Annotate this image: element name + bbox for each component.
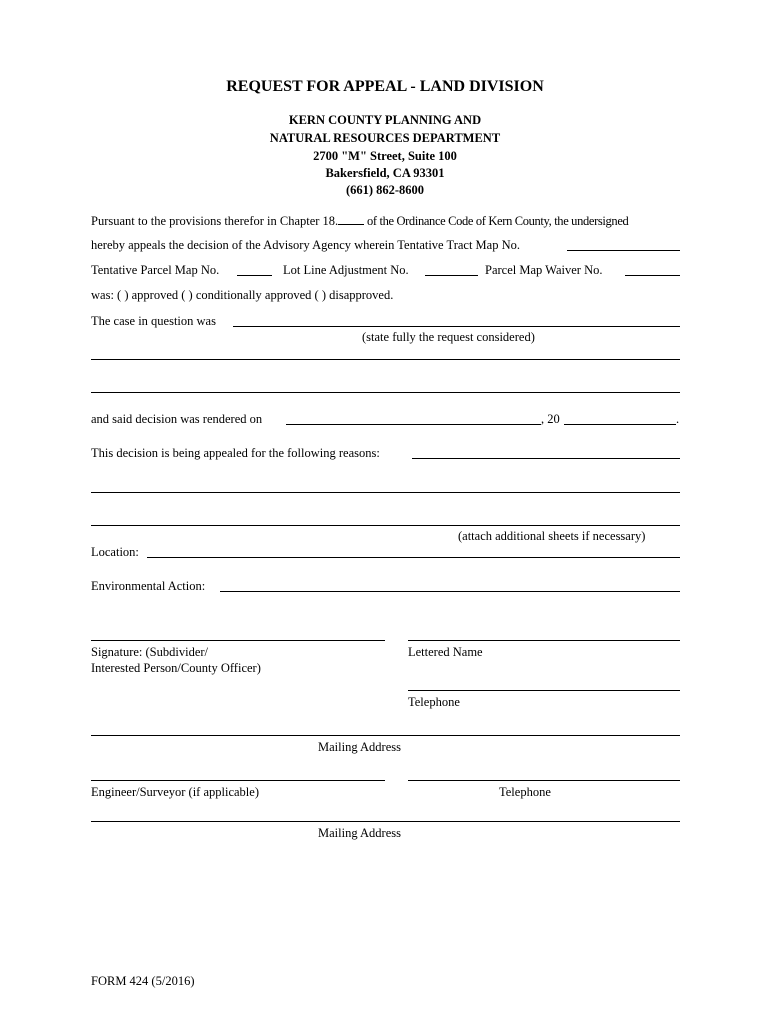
signature-label-2: Interested Person/County Officer): [91, 661, 261, 675]
lettered-name-field[interactable]: [408, 640, 680, 641]
tract-map-number-field[interactable]: [567, 250, 680, 251]
waiver-number-field[interactable]: [625, 275, 680, 276]
lot-line-label: Lot Line Adjustment No.: [283, 263, 409, 277]
waiver-label: Parcel Map Waiver No.: [485, 263, 603, 277]
reasons-label: This decision is being appealed for the following reasons:: [91, 446, 380, 460]
department-name-line2: NATURAL RESOURCES DEPARTMENT: [269, 131, 501, 145]
mailing-address-field[interactable]: [91, 735, 680, 736]
signature-label-1: Signature: (Subdivider/: [91, 645, 208, 659]
decision-status-options[interactable]: was: ( ) approved ( ) conditionally approved ( ) disapproved.: [91, 288, 394, 302]
intro-text-1: Pursuant to the provisions therefor in Chapter 18.: [91, 214, 339, 228]
environmental-action-field[interactable]: [220, 591, 680, 592]
lettered-name-label: Lettered Name: [408, 645, 483, 659]
engineer-telephone-label: Telephone: [499, 785, 551, 799]
case-description-line-3[interactable]: [91, 392, 680, 393]
mailing-address-label: Mailing Address: [318, 740, 401, 754]
environmental-action-label: Environmental Action:: [91, 579, 206, 593]
engineer-telephone-field[interactable]: [408, 780, 680, 781]
case-hint: (state fully the request considered): [362, 330, 535, 344]
telephone-label: Telephone: [408, 695, 460, 709]
engineer-field[interactable]: [91, 780, 385, 781]
location-field[interactable]: [147, 557, 680, 558]
engineer-mailing-address-label: Mailing Address: [318, 826, 401, 840]
intro-text-2: of the Ordinance Code of Kern County, the undersigned: [364, 214, 629, 228]
parcel-map-label: Tentative Parcel Map No.: [91, 263, 220, 277]
form-number: FORM 424 (5/2016): [91, 974, 195, 988]
reasons-line-3[interactable]: [91, 525, 680, 526]
department-city: Bakersfield, CA 93301: [325, 166, 445, 180]
department-address: 2700 "M" Street, Suite 100: [313, 149, 457, 163]
parcel-map-number-field[interactable]: [237, 275, 272, 276]
department-name-line1: KERN COUNTY PLANNING AND: [288, 113, 482, 127]
intro-line-2: hereby appeals the decision of the Advisory Agency wherein Tentative Tract Map No.: [91, 238, 520, 252]
decision-period: .: [676, 412, 680, 426]
decision-year-prefix: , 20: [541, 412, 560, 426]
engineer-label: Engineer/Surveyor (if applicable): [91, 785, 259, 799]
case-description-line-2[interactable]: [91, 359, 680, 360]
reasons-field[interactable]: [412, 458, 680, 459]
form-title: REQUEST FOR APPEAL - LAND DIVISION: [226, 78, 544, 95]
signature-field[interactable]: [91, 640, 385, 641]
attach-hint: (attach additional sheets if necessary): [458, 529, 646, 543]
engineer-mailing-address-field[interactable]: [91, 821, 680, 822]
decision-date-field[interactable]: [286, 424, 541, 425]
reasons-line-2[interactable]: [91, 492, 680, 493]
case-description-field[interactable]: [233, 326, 680, 327]
department-phone: (661) 862-8600: [345, 183, 425, 197]
location-label: Location:: [91, 545, 139, 559]
intro-line-1: [91, 213, 628, 229]
lot-line-number-field[interactable]: [425, 275, 478, 276]
decision-year-field[interactable]: [564, 424, 676, 425]
chapter-number-field[interactable]: [338, 213, 364, 225]
decision-date-label: and said decision was rendered on: [91, 412, 263, 426]
telephone-field[interactable]: [408, 690, 680, 691]
case-label: The case in question was: [91, 314, 216, 328]
